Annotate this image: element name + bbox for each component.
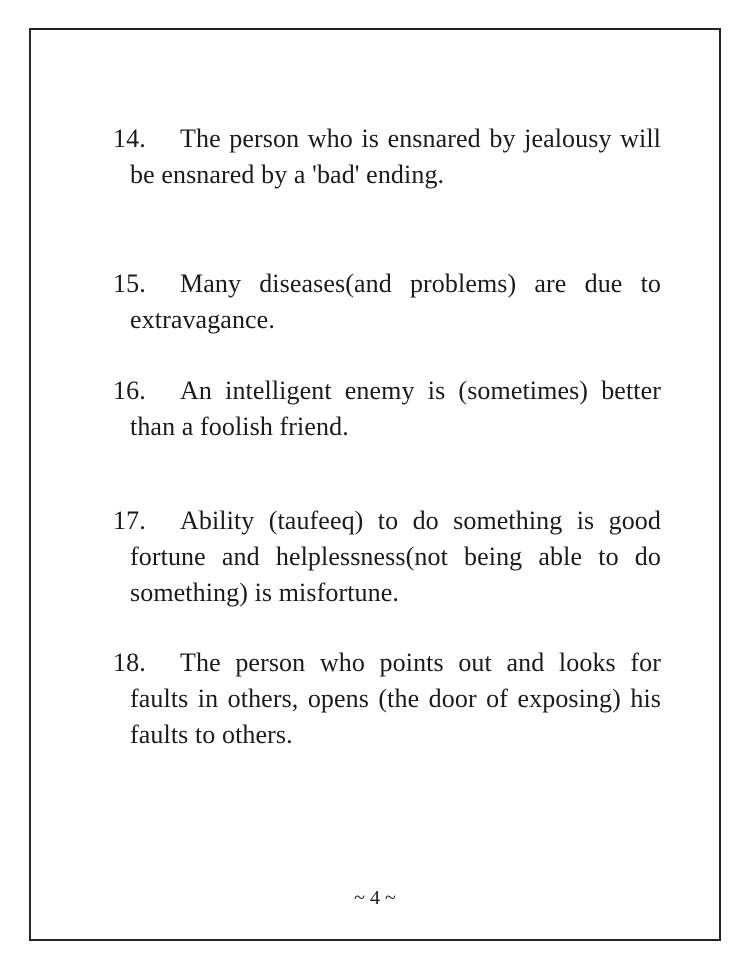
item-number: 14. (113, 124, 146, 153)
item-line: Ability (taufeeq) to do something is good (180, 506, 661, 535)
list-item (113, 373, 661, 445)
item-number: 16. (113, 376, 146, 405)
item-line: fortune and helplessness(not being able to do (130, 542, 661, 571)
item-number: 15. (113, 269, 146, 298)
list-item (113, 266, 661, 338)
item-line: faults to others. (130, 720, 293, 749)
page-number: ~ 4 ~ (354, 887, 396, 909)
list-item (113, 121, 661, 193)
item-number: 18. (113, 648, 146, 677)
item-line: The person who is ensnared by jealousy will (180, 124, 661, 153)
item-line: An intelligent enemy is (sometimes) better (180, 376, 661, 405)
document-page (29, 28, 721, 941)
item-line: something) is misfortune. (130, 578, 399, 607)
item-line: extravagance. (130, 305, 275, 334)
item-number: 17. (113, 506, 146, 535)
list-item (113, 645, 661, 753)
item-line: The person who points out and looks for (180, 648, 661, 677)
list-item (113, 503, 661, 611)
item-line: be ensnared by a 'bad' ending. (130, 160, 445, 189)
item-line: than a foolish friend. (130, 412, 349, 441)
item-line: Many diseases(and problems) are due to (180, 269, 661, 298)
item-line: faults in others, opens (the door of exposing) his (130, 684, 661, 713)
